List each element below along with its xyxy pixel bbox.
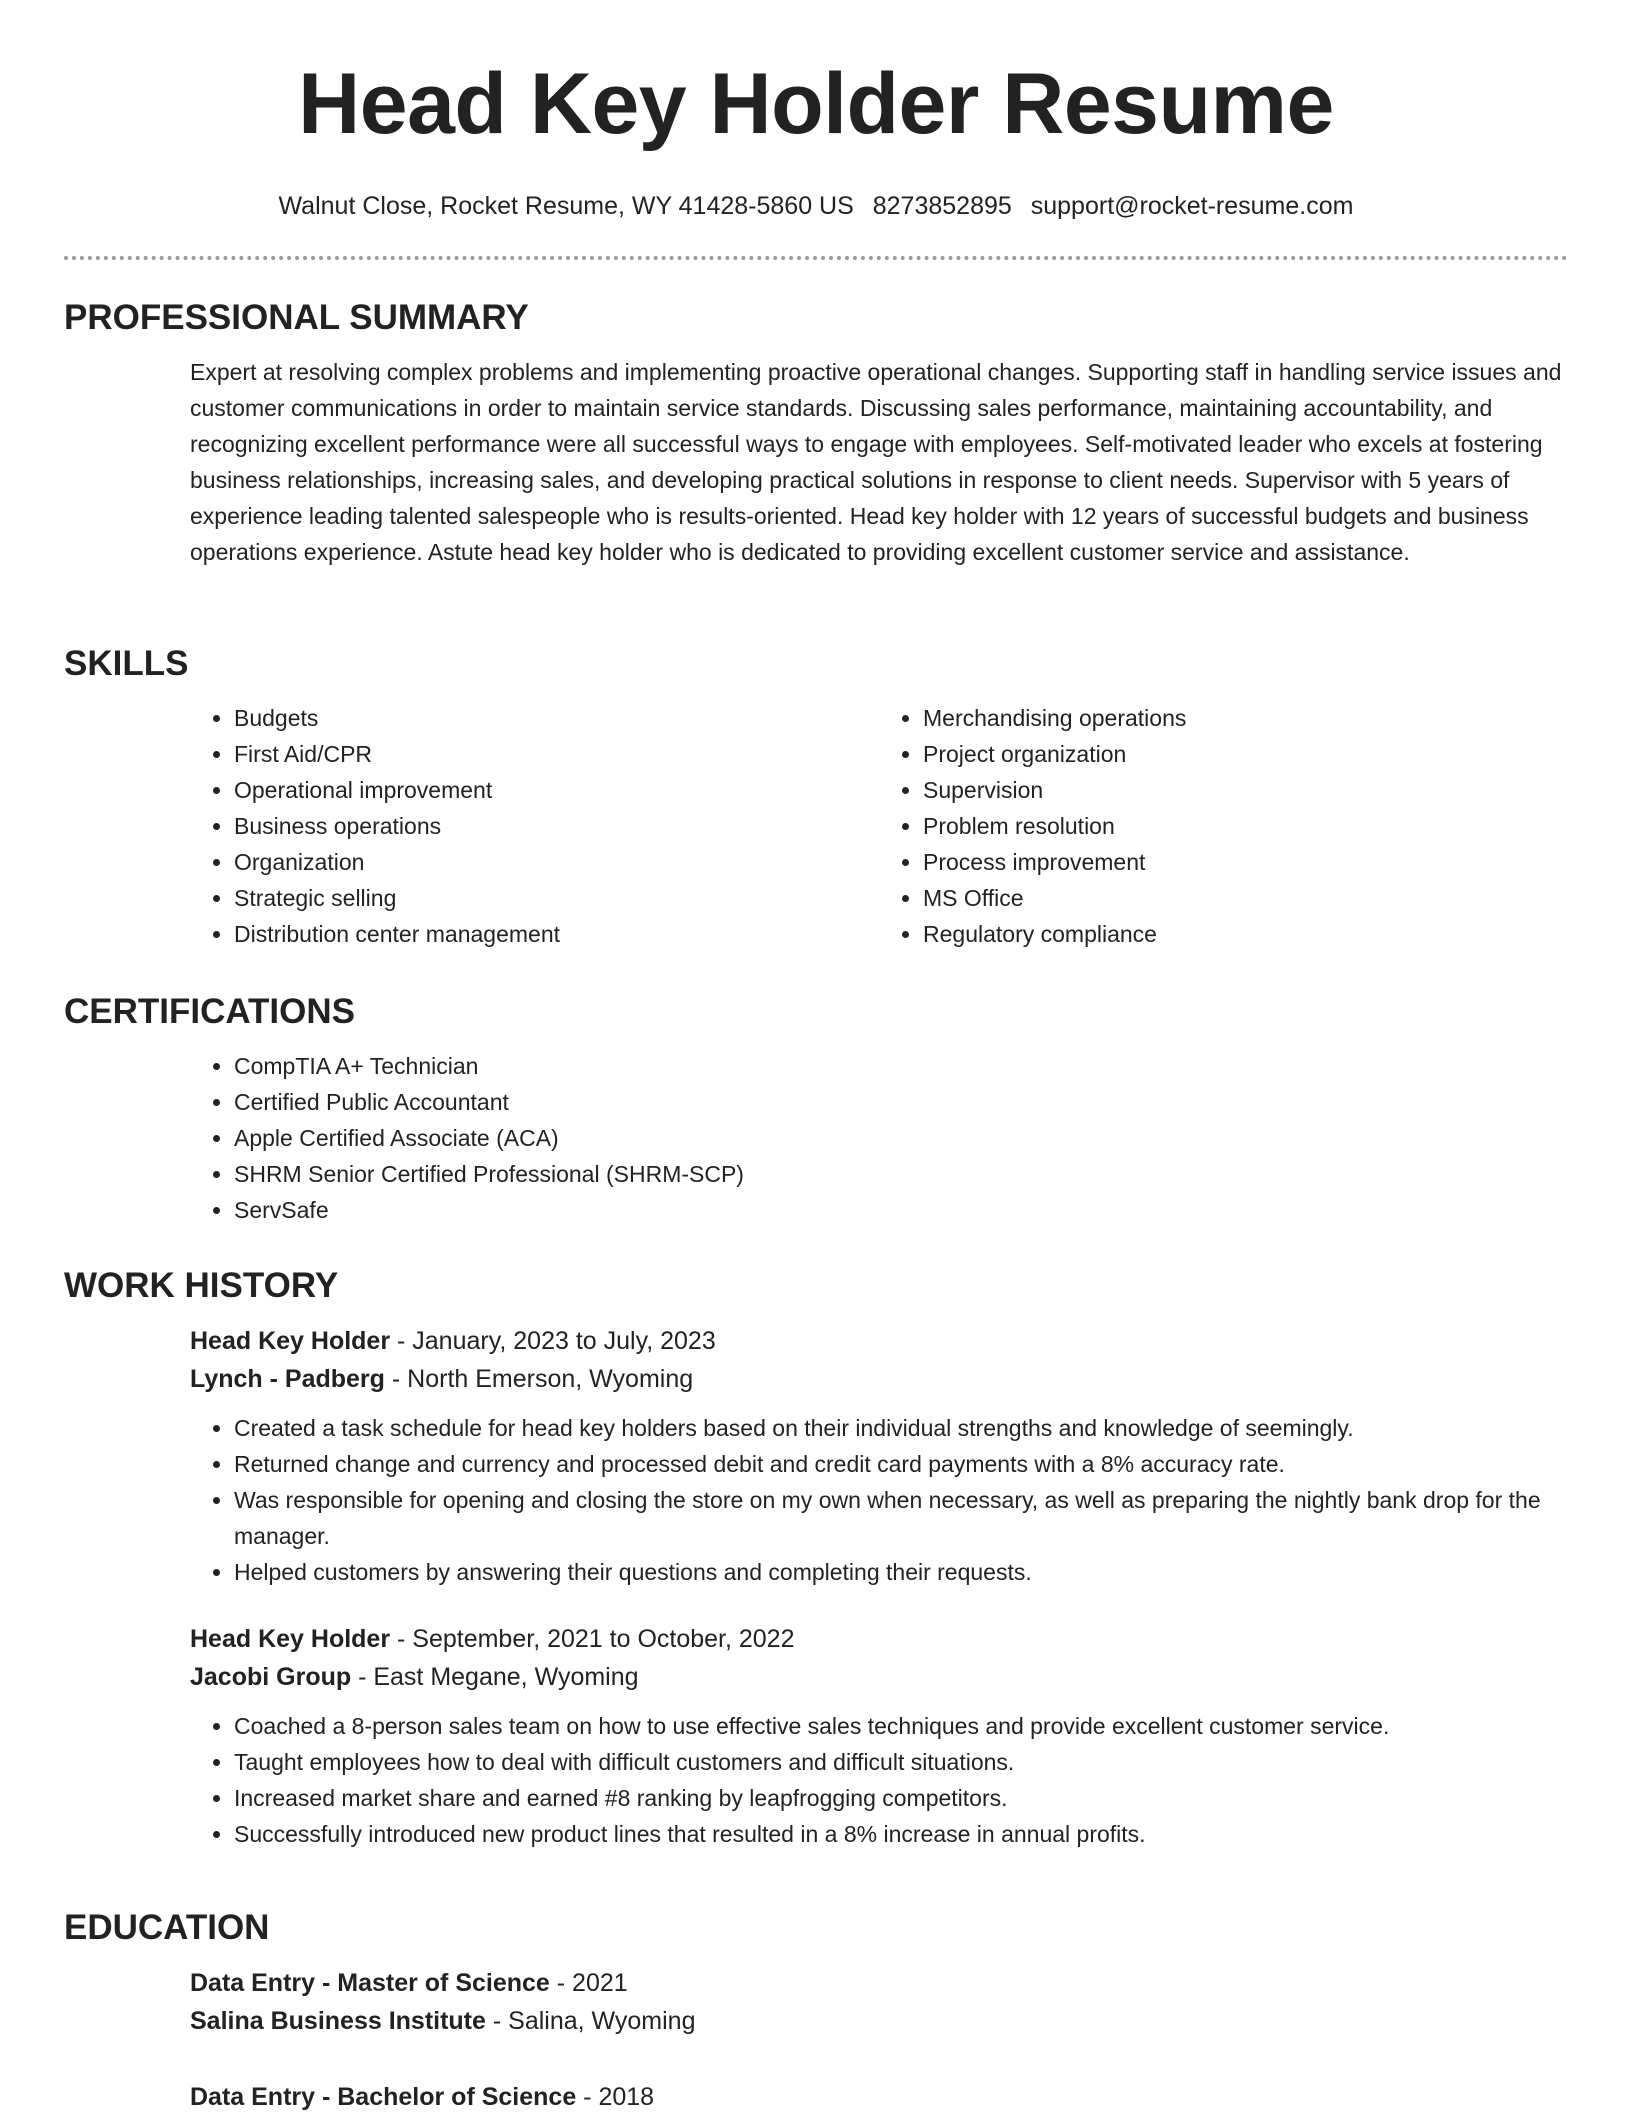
certifications-section: [64, 990, 1568, 1228]
list-item: • Apple Certified Associate (ACA): [234, 1120, 1568, 1156]
skills-list-left: [190, 700, 879, 952]
list-item: • Distribution center management: [234, 916, 879, 952]
job-location: - North Emerson, Wyoming: [384, 1365, 694, 1393]
list-item: • Supervision: [923, 772, 1568, 808]
contact-email: support@rocket-resume.com: [1030, 192, 1354, 220]
list-item: • Organization: [234, 844, 879, 880]
job-company-line: [190, 1658, 1568, 1696]
list-item: • Increased market share and earned #8 ranking by leapfrogging competitors.: [234, 1780, 1568, 1816]
list-item: • Certified Public Accountant: [234, 1084, 1568, 1120]
education-degree-line: [190, 1964, 1568, 2002]
education-school: Salina Business Institute: [190, 2007, 486, 2035]
list-item: • First Aid/CPR: [234, 736, 879, 772]
list-item: • Returned change and currency and processed debit and credit card payments with a 8% accuracy rate.: [234, 1446, 1568, 1482]
contact-phone: 8273852895: [872, 192, 1012, 220]
header-divider: [64, 256, 1568, 260]
list-item: • SHRM Senior Certified Professional (SHRM-SCP): [234, 1156, 1568, 1192]
work-history-section: [64, 1264, 1568, 1852]
education-degree: Data Entry - Master of Science: [190, 1969, 550, 1997]
list-item: • Helped customers by answering their questions and completing their requests.: [234, 1554, 1568, 1590]
list-item: • Was responsible for opening and closing the store on my own when necessary, as well as preparing the nightly bank drop for the manager.: [234, 1482, 1568, 1554]
list-item: • Business operations: [234, 808, 879, 844]
education-entry: [190, 2078, 1568, 2116]
skills-heading: SKILLS: [64, 644, 189, 683]
job-entry: [190, 1620, 1568, 1852]
education-location: - Salina, Wyoming: [485, 2007, 696, 2035]
contact-address: Walnut Close, Rocket Resume, WY 41428-5860 US: [278, 192, 854, 220]
summary-heading: PROFESSIONAL SUMMARY: [64, 298, 529, 337]
list-item: • Regulatory compliance: [923, 916, 1568, 952]
list-item: • Coached a 8-person sales team on how to use effective sales techniques and provide excellent customer service.: [234, 1708, 1568, 1744]
education-degree-line: [190, 2078, 1568, 2116]
certifications-heading: CERTIFICATIONS: [64, 992, 356, 1031]
resume-page: [64, 0, 1568, 2111]
job-duties-list: [190, 1708, 1568, 1852]
summary-section: [64, 296, 1568, 570]
skills-columns: [190, 700, 1568, 952]
job-title: Head Key Holder: [190, 1625, 391, 1653]
job-duties-list: [190, 1410, 1568, 1590]
list-item: • Problem resolution: [923, 808, 1568, 844]
list-item: • Successfully introduced new product lines that resulted in a 8% increase in annual profits.: [234, 1816, 1568, 1852]
job-company-line: [190, 1360, 1568, 1398]
list-item: • Created a task schedule for head key holders based on their individual strengths and knowledge of seemingly.: [234, 1410, 1568, 1446]
job-title-line: [190, 1322, 1568, 1360]
list-item: • MS Office: [923, 880, 1568, 916]
certifications-list: [190, 1048, 1568, 1228]
job-dates: - January, 2023 to July, 2023: [390, 1327, 716, 1355]
list-item: • Operational improvement: [234, 772, 879, 808]
skills-list-right: [879, 700, 1568, 952]
contact-line: [64, 190, 1568, 222]
list-item: • Merchandising operations: [923, 700, 1568, 736]
list-item: • ServSafe: [234, 1192, 1568, 1228]
job-location: - East Megane, Wyoming: [351, 1663, 639, 1691]
skills-section: [64, 642, 1568, 952]
list-item: • Strategic selling: [234, 880, 879, 916]
education-entry: [190, 1964, 1568, 2040]
work-history-heading: WORK HISTORY: [64, 1266, 339, 1305]
education-degree: Data Entry - Bachelor of Science: [190, 2083, 577, 2111]
job-dates: - September, 2021 to October, 2022: [390, 1625, 795, 1653]
education-school-line: [190, 2002, 1568, 2040]
list-item: • Taught employees how to deal with difficult customers and difficult situations.: [234, 1744, 1568, 1780]
job-title-line: [190, 1620, 1568, 1658]
list-item: • CompTIA A+ Technician: [234, 1048, 1568, 1084]
education-heading: EDUCATION: [64, 1908, 270, 1947]
education-year: - 2018: [576, 2083, 655, 2111]
job-title: Head Key Holder: [190, 1327, 391, 1355]
education-year: - 2021: [549, 1969, 628, 1997]
page-title: Head Key Holder Resume: [298, 56, 1334, 152]
list-item: • Process improvement: [923, 844, 1568, 880]
list-item: • Project organization: [923, 736, 1568, 772]
job-company: Jacobi Group: [190, 1663, 352, 1691]
job-company: Lynch - Padberg: [190, 1365, 385, 1393]
job-entry: [190, 1322, 1568, 1590]
education-section: [64, 1906, 1568, 2116]
list-item: • Budgets: [234, 700, 879, 736]
summary-text: Expert at resolving complex problems and implementing proactive operational changes. Supporting staff in handling service issues and customer communications in order to maintain service standards. Discussing sales performance, maintaining accountability, and recognizing excellent performance were all successful ways to engage with employees. Self-motivated leader who excels at fostering business relationships, increasing sales, and developing practical solutions in response to client needs. Supervisor with 5 years of experience leading talented salespeople who is results-oriented. Head key holder with 12 years of successful budgets and business operations experience. Astute head key holder who is dedicated to providing excellent customer service and assistance.: [190, 359, 1562, 565]
